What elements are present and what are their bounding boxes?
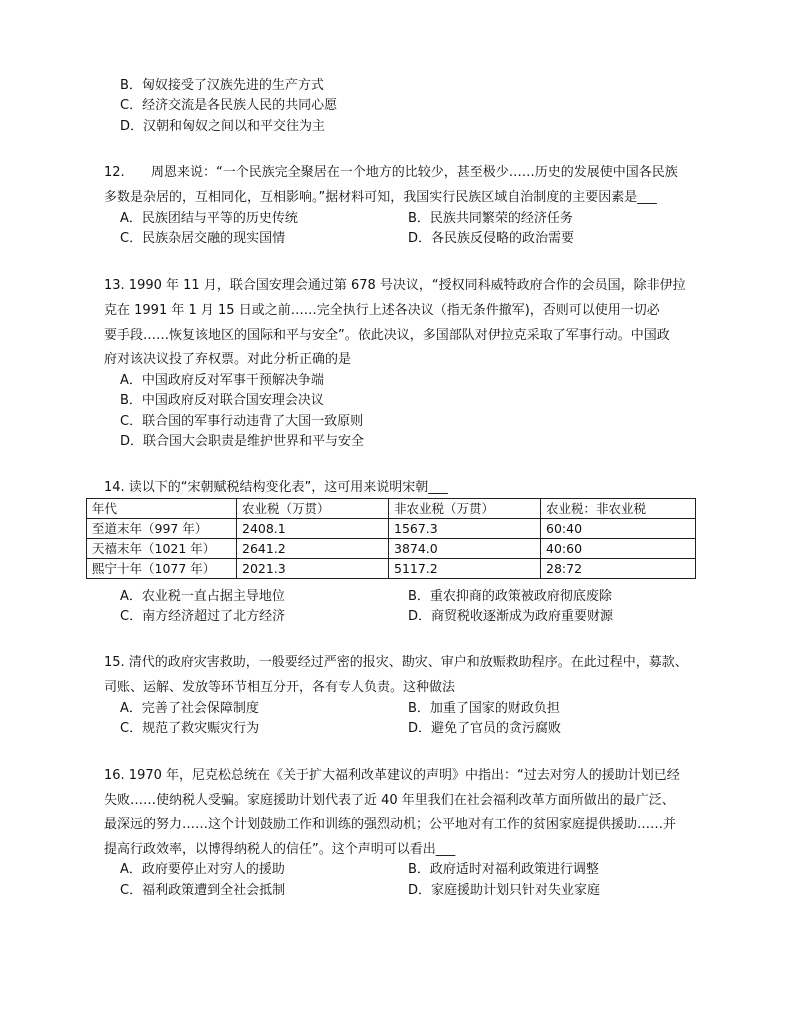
q11-option-c: C．经济交流是各民族人民的共同心愿 [120, 98, 338, 113]
q15-option-d: D．避免了官员的贪污腐败 [408, 721, 562, 736]
q13-stem-line: 要手段……恢复该地区的国际和平与安全”。依此决议，多国部队对伊拉克采取了军事行动。中国政 [104, 328, 670, 343]
q11-option-b: B．匈奴接受了汉族先进的生产方式 [120, 78, 324, 93]
table-cell: 2641.2 [237, 539, 389, 559]
q14-option-a: A．农业税一直占据主导地位 [120, 589, 285, 604]
q15-option-c: C．规范了救灾赈灾行为 [120, 721, 260, 736]
q13-option-a: A．中国政府反对军事干预解决争端 [120, 373, 324, 388]
q12-stem-line: 周恩来说：“一个民族完全聚居在一个地方的比较少，甚至极少……历史的发展使中国各民族 [151, 165, 678, 180]
table-cell: 3874.0 [389, 539, 541, 559]
q12-option-d: D．各民族反侵略的政治需要 [408, 231, 575, 246]
q12-stem-line: 多数是杂居的，互相同化，互相影响。”据材料可知，我国实行民族区域自治制度的主要因素是___ [104, 190, 657, 205]
q16-stem-line: 提高行政效率，以博得纳税人的信任”。这个声明可以看出___ [104, 842, 456, 857]
table-header-cell: 非农业税（万贯） [389, 499, 541, 519]
table-header-cell: 农业税（万贯） [237, 499, 389, 519]
table-cell: 熙宁十年（1077 年） [87, 559, 237, 579]
q14-option-c: C．南方经济超过了北方经济 [120, 609, 286, 624]
q12-option-c: C．民族杂居交融的现实国情 [120, 231, 286, 246]
q13-stem-line: 克在 1991 年 1 月 15 日或之前……完全执行上述各决议（指无条件撤军)，否则可以使用一切必 [104, 303, 660, 318]
table-cell: 天禧末年（1021 年） [87, 539, 237, 559]
table-row [87, 539, 696, 559]
q14-option-b: B．重农抑商的政策被政府彻底废除 [408, 589, 612, 604]
q11-option-d: D．汉朝和匈奴之间以和平交往为主 [120, 119, 326, 134]
q13-option-c: C．联合国的军事行动违背了大国一致原则 [120, 414, 364, 429]
q16-option-c: C．福利政策遭到全社会抵制 [120, 883, 286, 898]
table-cell: 2021.3 [237, 559, 389, 579]
table-cell: 2408.1 [237, 519, 389, 539]
q16-stem-line: 最深远的努力……这个计划鼓励工作和训练的强烈动机；公平地对有工作的贫困家庭提供援助……并 [104, 817, 677, 832]
table-header-row [87, 499, 696, 519]
table-header-cell: 年代 [87, 499, 237, 519]
q16-option-d: D．家庭援助计划只针对失业家庭 [408, 883, 601, 898]
table-header-cell: 农业税：非农业税 [541, 499, 696, 519]
q15-option-b: B．加重了国家的财政负担 [408, 701, 560, 716]
q13-stem-line: 府对该决议投了弃权票。对此分析正确的是 [104, 352, 352, 367]
table-cell: 至道末年（997 年） [87, 519, 237, 539]
tax-structure-table [86, 498, 696, 579]
q14-stem-line: 14. 读以下的“宋朝赋税结构变化表”，这可用来说明宋朝___ [104, 480, 448, 495]
table-cell: 5117.2 [389, 559, 541, 579]
q13-option-b: B．中国政府反对联合国安理会决议 [120, 393, 324, 408]
q16-option-b: B．政府适时对福利政策进行调整 [408, 862, 599, 877]
q12-number: 12. [104, 165, 125, 180]
q15-stem-line: 司账、运解、发放等环节相互分开，各有专人负责。这种做法 [104, 680, 456, 695]
table-cell: 28:72 [541, 559, 696, 579]
q14-option-d: D．商贸税收逐渐成为政府重要财源 [408, 609, 614, 624]
q12-option-b: B．民族共同繁荣的经济任务 [408, 211, 573, 226]
q13-stem-line: 13. 1990 年 11 月，联合国安理会通过第 678 号决议，“授权同科威特政府合作的会员国，除非伊拉 [104, 278, 686, 293]
table-row [87, 519, 696, 539]
q12-option-a: A．民族团结与平等的历史传统 [120, 211, 298, 226]
table-cell: 1567.3 [389, 519, 541, 539]
q15-stem-line: 15. 清代的政府灾害救助，一般要经过严密的报灾、勘灾、审户和放赈救助程序。在此过程中，募款、 [104, 655, 688, 670]
q16-stem-line: 16. 1970 年，尼克松总统在《关于扩大福利改革建议的声明》中指出：“过去对穷人的援助计划已经 [104, 768, 680, 783]
q16-stem-line: 失败……使纳税人受骗。家庭援助计划代表了近 40 年里我们在社会福利改革方面所做出的最广泛、 [104, 793, 675, 808]
table-cell: 60:40 [541, 519, 696, 539]
table-cell: 40:60 [541, 539, 696, 559]
q15-option-a: A．完善了社会保障制度 [120, 701, 259, 716]
table-row [87, 559, 696, 579]
q13-option-d: D．联合国大会职责是维护世界和平与安全 [120, 434, 365, 449]
q16-option-a: A．政府要停止对穷人的援助 [120, 862, 285, 877]
